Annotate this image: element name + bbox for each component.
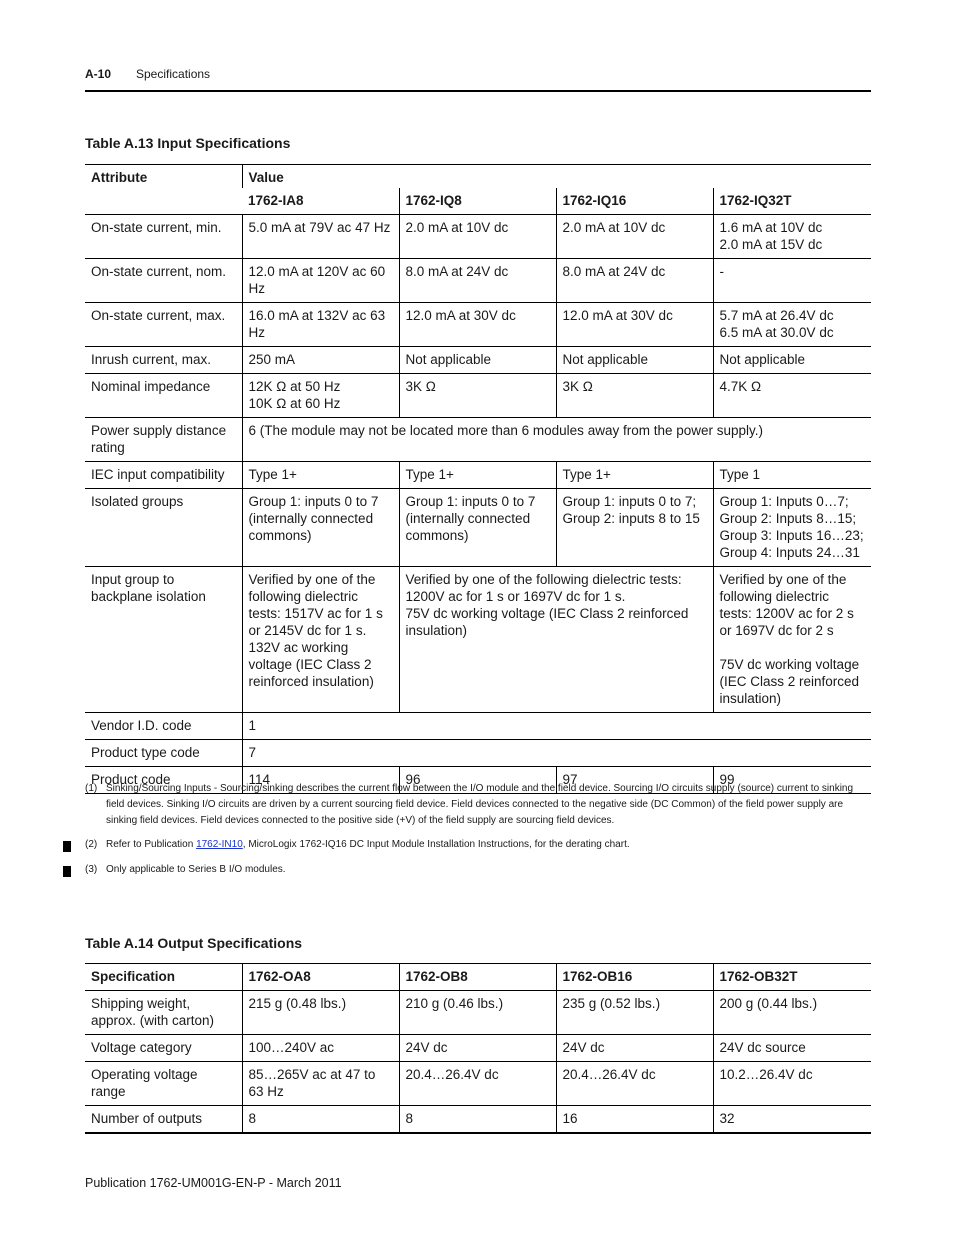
cell: Group 1: inputs 0 to 7 (internally connected commons) [399, 489, 556, 567]
cell: 8.0 mA at 24V dc [399, 259, 556, 303]
cell: 2.0 mA at 10V dc [556, 215, 713, 259]
cell: 32 [713, 1106, 871, 1134]
row-label: Number of outputs [85, 1106, 242, 1134]
cell: 200 g (0.44 lbs.) [713, 991, 871, 1035]
cell: Verified by one of the following dielectric tests: 1517V ac for 1 s or 2145V dc for 1 s. 132V ac working voltage (IEC Class 2 reinforced insulation) [242, 567, 399, 713]
row-label: Isolated groups [85, 489, 242, 567]
table-13-caption: Table A.13 Input Specifications [85, 135, 291, 151]
cell: 1.6 mA at 10V dc 2.0 mA at 15V dc [713, 215, 871, 259]
cell: 12.0 mA at 30V dc [399, 303, 556, 347]
col-header-ob32t: 1762-OB32T [713, 964, 871, 991]
row-label: Product code [85, 767, 242, 794]
table-row [85, 1035, 871, 1062]
cell: - [713, 259, 871, 303]
cell: Not applicable [399, 347, 556, 374]
cell: 2.0 mA at 10V dc [399, 215, 556, 259]
cell: 96 [399, 767, 556, 794]
row-label: Vendor I.D. code [85, 713, 242, 740]
col-header-iq32t: 1762-IQ32T [713, 188, 871, 215]
cell: 20.4…26.4V dc [399, 1062, 556, 1106]
row-label: Inrush current, max. [85, 347, 242, 374]
change-bar [63, 841, 71, 852]
cell: 6 (The module may not be located more than 6 modules away from the power supply.) [242, 418, 871, 462]
cell: Type 1+ [399, 462, 556, 489]
table-row [85, 489, 871, 567]
cell: 114 [242, 767, 399, 794]
cell: 3K Ω [556, 374, 713, 418]
publication-link[interactable]: 1762-IN10 [196, 839, 243, 850]
table-row [85, 1106, 871, 1134]
attribute-header: Attribute [85, 165, 242, 215]
cell: 24V dc source [713, 1035, 871, 1062]
change-bar [63, 866, 71, 877]
table-row [85, 740, 871, 767]
publication-footer: Publication 1762-UM001G-EN-P - March 2011 [85, 1176, 342, 1190]
table-row [85, 462, 871, 489]
cell: Verified by one of the following dielectric tests: 1200V ac for 1 s or 1697V dc for 1 s. 75V dc working voltage (IEC Class 2 reinforced insulation) [399, 567, 713, 713]
cell: 99 [713, 767, 871, 794]
col-header-oa8: 1762-OA8 [242, 964, 399, 991]
col-header-specification: Specification [85, 964, 242, 991]
document-page: A-10 Specifications Table A.13 Input Specifications Attribute Value 1762-IA8 1762-IQ8 1762-IQ16 1762-IQ32T On-state current, min. 5.0 mA at 79V ac 47 Hz 2.0 mA at 10V dc 2.0 mA at 10V dc 1.6 mA at 10V dc 2.0 mA at 15V dc On-state current, nom. 12.0 mA at 120V ac 60 Hz 8.0 mA at 24V dc 8.0 mA at 24V dc - On-state current, max. 16.0 mA at 132V ac 63 Hz 12.0 mA at 30V dc 12.0 mA at 30V dc 5.7 mA at 26.4V dc 6.5 mA at 30.0V dc Inrush current, max. 250 mA Not applicable Not applicable Not applicable Nominal impedance 12K Ω at 50 Hz 10K Ω at 60 Hz 3K Ω 3K Ω 4.7K Ω Power supply distance rating 6 (The module may not be located more than 6 modules away from the power supply.) IEC input compatibility Type 1+ Type 1+ Type 1+ Type 1 Isolated groups Group 1: inputs 0 to 7 (internally connected commons) Group 1: inputs 0 to 7 (internally connected commons) Group 1: inputs 0 to 7; Group 2: inputs 8 to 15 Group 1: Inputs 0…7; Group 2: Inputs 8…15; Group 3: Inputs 16…23; Group 4: Inputs 24…31 Input group to backplane isolation Verified by one of the following dielectric tests: 1517V ac for 1 s or 2145V dc for 1 s. 132V ac working voltage (IEC Class 2 reinforced insulation) Verified by one of the following dielectric tests: 1200V ac for 1 s or 1697V dc for 1 s. 75V dc working voltage (IEC Class 2 reinforced insulation) Verified by one of the following dielectric tests: 1200V ac for 2 s or 1697V dc for 2 s 75V dc working voltage (IEC Class 2 reinforced insulation) Vendor I.D. code 1 Product type code 7 Product code 114 96 97 99 (1) Sinking/Sourcing Inputs - Sourcing/sinking describes the current flow between the I/O module and the field device. Sourcing I/O circuits supply (source) current to sinking field devices. Sinking I/O circuits are driven by a current sourcing field device. Field devices connected to the negative side (DC Common) of the field power supply are sinking field devices. Field devices connected to the positive side (+V) of the field supply are sourcing field devices. (2) Refer to Publication 1762-IN10, MicroLogix 1762-IQ16 DC Input Module Installation Instructions, for the derating chart. (3) Only applicable to Series B I/O modules. Table A.14 Output Specifications Specification 1762-OA8 1762-OB8 1762-OB16 1762-OB32T Shipping weight, approx. (with carton) 215 g (0.48 lbs.) 210 g (0.46 lbs.) 235 g (0.52 lbs.) 200 g (0.44 lbs.) Voltage category 100…240V ac 24V dc 24V dc 24V dc source Operating voltage range 85…265V ac at 47 to 63 Hz 20.4…26.4V dc 20.4…26.4V dc 10.2…26.4V dc Number of outputs 8 8 16 32 Publication 1762-UM001G-EN-P - March 2011 [0, 0, 954, 1235]
col-header-ob16: 1762-OB16 [556, 964, 713, 991]
cell: 85…265V ac at 47 to 63 Hz [242, 1062, 399, 1106]
col-header-iq8: 1762-IQ8 [399, 188, 556, 215]
cell: Type 1+ [556, 462, 713, 489]
cell: 3K Ω [399, 374, 556, 418]
row-label: IEC input compatibility [85, 462, 242, 489]
cell: 250 mA [242, 347, 399, 374]
col-header-ob8: 1762-OB8 [399, 964, 556, 991]
cell: 5.7 mA at 26.4V dc 6.5 mA at 30.0V dc [713, 303, 871, 347]
cell: 12.0 mA at 30V dc [556, 303, 713, 347]
row-label: Voltage category [85, 1035, 242, 1062]
cell: 20.4…26.4V dc [556, 1062, 713, 1106]
table-row [85, 713, 871, 740]
col-header-iq16: 1762-IQ16 [556, 188, 713, 215]
cell: 235 g (0.52 lbs.) [556, 991, 713, 1035]
cell: 16.0 mA at 132V ac 63 Hz [242, 303, 399, 347]
cell: Group 1: inputs 0 to 7 (internally connected commons) [242, 489, 399, 567]
table-row [85, 259, 871, 303]
table-row [85, 303, 871, 347]
page-header [85, 66, 871, 92]
page-number: A-10 [85, 67, 112, 81]
row-label: Power supply distance rating [85, 418, 242, 462]
cell: Verified by one of the following dielectric tests: 1200V ac for 2 s or 1697V dc for 2 s 75V dc working voltage (IEC Class 2 reinforced insulation) [713, 567, 871, 713]
cell: 97 [556, 767, 713, 794]
col-header-ia8: 1762-IA8 [242, 188, 399, 215]
cell: 7 [242, 740, 871, 767]
cell: 5.0 mA at 79V ac 47 Hz [242, 215, 399, 259]
cell: 12K Ω at 50 Hz 10K Ω at 60 Hz [242, 374, 399, 418]
cell: 8 [242, 1106, 399, 1134]
table-row [85, 418, 871, 462]
section-title: Specifications [136, 67, 211, 81]
cell: 12.0 mA at 120V ac 60 Hz [242, 259, 399, 303]
cell: 100…240V ac [242, 1035, 399, 1062]
cell: 4.7K Ω [713, 374, 871, 418]
row-label: On-state current, nom. [85, 259, 242, 303]
row-label: Operating voltage range [85, 1062, 242, 1106]
cell: Type 1 [713, 462, 871, 489]
cell: 215 g (0.48 lbs.) [242, 991, 399, 1035]
cell: Type 1+ [242, 462, 399, 489]
cell: 16 [556, 1106, 713, 1134]
table-14-caption: Table A.14 Output Specifications [85, 935, 303, 951]
row-label: Product type code [85, 740, 242, 767]
row-label: Shipping weight, approx. (with carton) [85, 991, 242, 1035]
cell: Not applicable [556, 347, 713, 374]
value-header: Value [242, 165, 871, 189]
table-row [85, 374, 871, 418]
cell: Group 1: Inputs 0…7; Group 2: Inputs 8…15; Group 3: Inputs 16…23; Group 4: Inputs 24…31 [713, 489, 871, 567]
cell: 210 g (0.46 lbs.) [399, 991, 556, 1035]
cell: 24V dc [399, 1035, 556, 1062]
table-row [85, 991, 871, 1035]
output-specifications-table [85, 963, 871, 1134]
cell: 1 [242, 713, 871, 740]
row-label: On-state current, max. [85, 303, 242, 347]
cell: 24V dc [556, 1035, 713, 1062]
table-row [85, 215, 871, 259]
table-row [85, 567, 871, 713]
input-specifications-table [85, 164, 871, 794]
cell: 8.0 mA at 24V dc [556, 259, 713, 303]
table-row [85, 347, 871, 374]
row-label: On-state current, min. [85, 215, 242, 259]
row-label: Nominal impedance [85, 374, 242, 418]
cell: 8 [399, 1106, 556, 1134]
row-label: Input group to backplane isolation [85, 567, 242, 713]
cell: Group 1: inputs 0 to 7; Group 2: inputs 8 to 15 [556, 489, 713, 567]
table-row [85, 1062, 871, 1106]
cell: Not applicable [713, 347, 871, 374]
cell: 10.2…26.4V dc [713, 1062, 871, 1106]
